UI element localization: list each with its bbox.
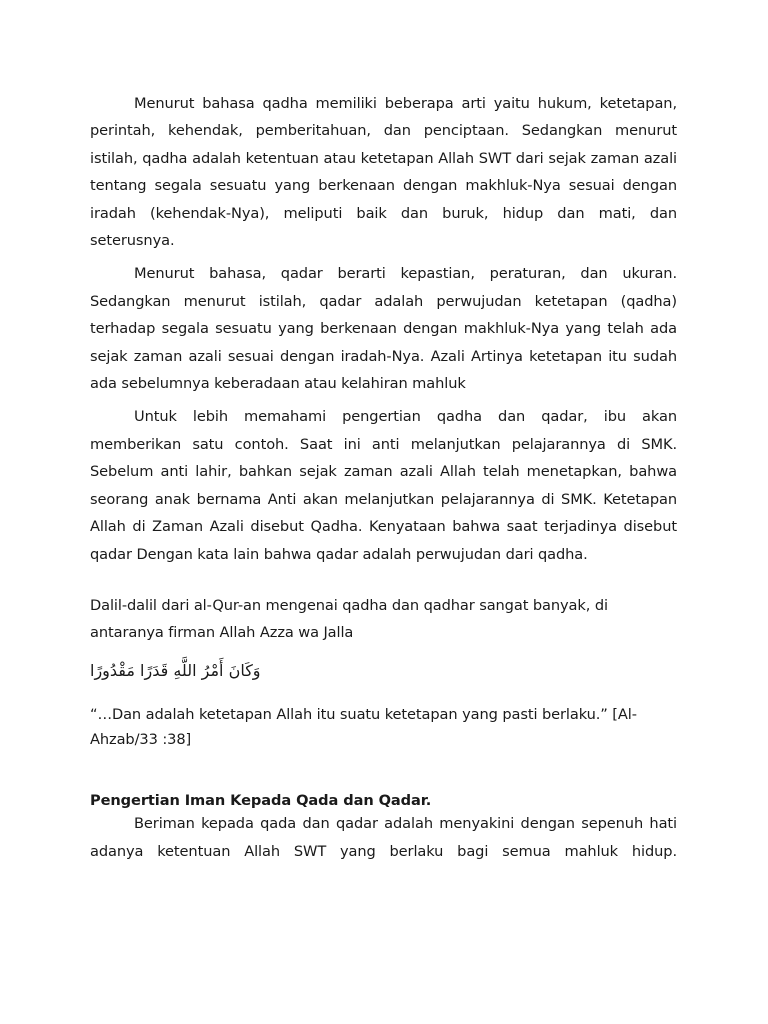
arabic-verse-text: وَكَانَ أَمْرُ اللَّهِ قَدَرًا مَقْدُورًا <box>90 660 261 680</box>
paragraph-example: Untuk lebih memahami pengertian qadha dan qadar, ibu akan memberikan satu contoh. Saat ini anti melanjutkan pelajarannya di SMK. Sebelum anti lahir, bahkan sejak zaman azali Allah telah menetapkan, bahwa seorang anak bernama Anti akan melanjutkan pelajarannya di SMK. Ketetapan Allah di Zaman Azali disebut Qadha. Kenyataan bahwa saat terjadinya disebut qadar Dengan kata lain bahwa qadar adalah perwujudan dari qadha. <box>90 408 677 563</box>
paragraph-qadha-definition: Menurut bahasa qadha memiliki beberapa arti yaitu hukum, ketetapan, perintah, kehendak, pemberitahuan, dan penciptaan. Sedangkan menurut istilah, qadha adalah ketentuan atau ketetapan Allah SWT dari sejak zaman azali tentang segala sesuatu yang berkenaan dengan makhluk-Nya sesuai dengan iradah (kehendak-Nya), meliputi baik dan buruk, hidup dan mati, dan seterusnya. <box>90 95 677 250</box>
arabic-verse <box>90 656 677 686</box>
verse-translation: “…Dan adalah ketetapan Allah itu suatu ketetapan yang pasti berlaku.” [Al-Ahzab/33 :38] <box>90 705 637 748</box>
paragraph-dalil-intro: Dalil-dalil dari al-Qur-an mengenai qadha dan qadhar sangat banyak, di antaranya firman Allah Azza wa Jalla <box>90 596 608 641</box>
paragraph-iman-definition: Beriman kepada qada dan qadar adalah menyakini dengan sepenuh hati adanya ketentuan Allah SWT yang berlaku bagi semua mahluk hidup. <box>90 814 677 860</box>
document-page <box>90 90 677 866</box>
paragraph-qadar-definition: Menurut bahasa, qadar berarti kepastian, peraturan, dan ukuran. Sedangkan menurut istilah, qadar adalah perwujudan ketetapan (qadha) terhadap segala sesuatu yang berkenaan dengan makhluk-Nya yang telah ada sejak zaman azali sesuai dengan iradah-Nya. Azali Artinya ketetapan itu sudah ada sebelumnya keberadaan atau kelahiran mahluk <box>90 265 677 393</box>
section-heading: Pengertian Iman Kepada Qada dan Qadar. <box>90 791 432 809</box>
